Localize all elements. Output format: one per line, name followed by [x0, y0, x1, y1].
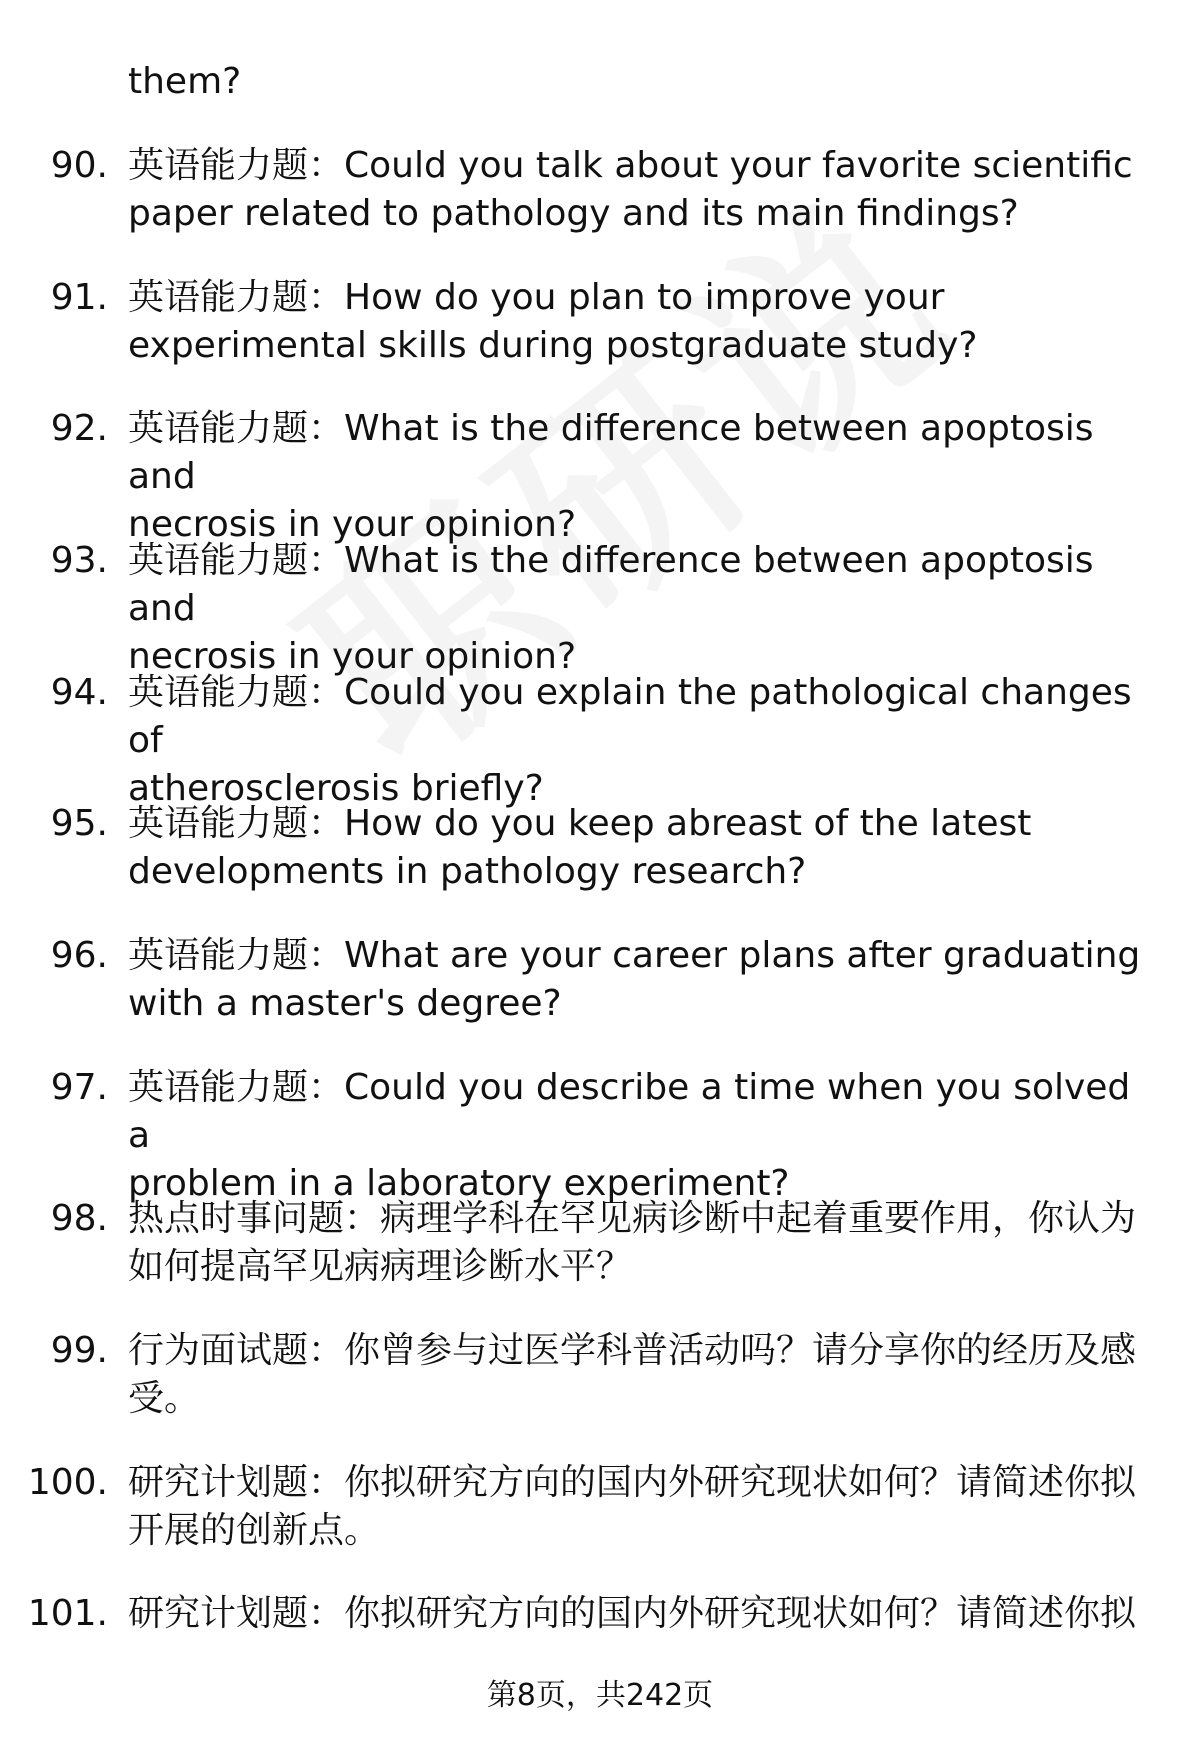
- item-text: 研究计划题：你拟研究方向的国内外研究现状如何？请简述你拟 开展的创新点。: [128, 1462, 1137, 1551]
- item-text: 英语能力题：Could you explain the pathological changes of atherosclerosis briefly?: [128, 672, 1132, 809]
- item-number: 99.: [50, 1330, 108, 1371]
- item-text: 英语能力题：Could you describe a time when you solved a problem in a laboratory experiment?: [128, 1067, 1131, 1204]
- item-number: 100.: [27, 1462, 108, 1503]
- item-text: 英语能力题：How do you plan to improve your experimental skills during postgraduate study?: [128, 277, 978, 366]
- item-text: 英语能力题：What is the difference between apoptosis and necrosis in your opinion?: [128, 408, 1094, 545]
- item-text: 英语能力题：What are your career plans after graduating with a master's degree?: [128, 935, 1141, 1024]
- item-text: 行为面试题：你曾参与过医学科普活动吗？请分享你的经历及感 受。: [128, 1330, 1137, 1419]
- continuation-text: them?: [128, 61, 242, 102]
- item-number: 90.: [50, 145, 108, 186]
- item-number: 101.: [27, 1593, 108, 1634]
- page-footer: 第8页，共242页: [486, 1678, 714, 1713]
- item-number: 95.: [50, 803, 108, 844]
- item-text: 英语能力题：How do you keep abreast of the latest developments in pathology research?: [128, 803, 1032, 892]
- item-text: 研究计划题：你拟研究方向的国内外研究现状如何？请简述你拟: [128, 1593, 1137, 1634]
- item-number: 94.: [50, 672, 108, 713]
- item-number: 91.: [50, 277, 108, 318]
- item-number: 92.: [50, 408, 108, 449]
- item-number: 96.: [50, 935, 108, 976]
- item-number: 98.: [50, 1198, 108, 1239]
- item-number: 93.: [50, 540, 108, 581]
- item-text: 热点时事问题：病理学科在罕见病诊断中起着重要作用，你认为 如何提高罕见病病理诊断水平？: [128, 1198, 1137, 1287]
- item-text: 英语能力题：Could you talk about your favorite scientific paper related to pathology and its main findings?: [128, 145, 1133, 234]
- item-number: 97.: [50, 1067, 108, 1108]
- item-text: 英语能力题：What is the difference between apoptosis and necrosis in your opinion?: [128, 540, 1094, 677]
